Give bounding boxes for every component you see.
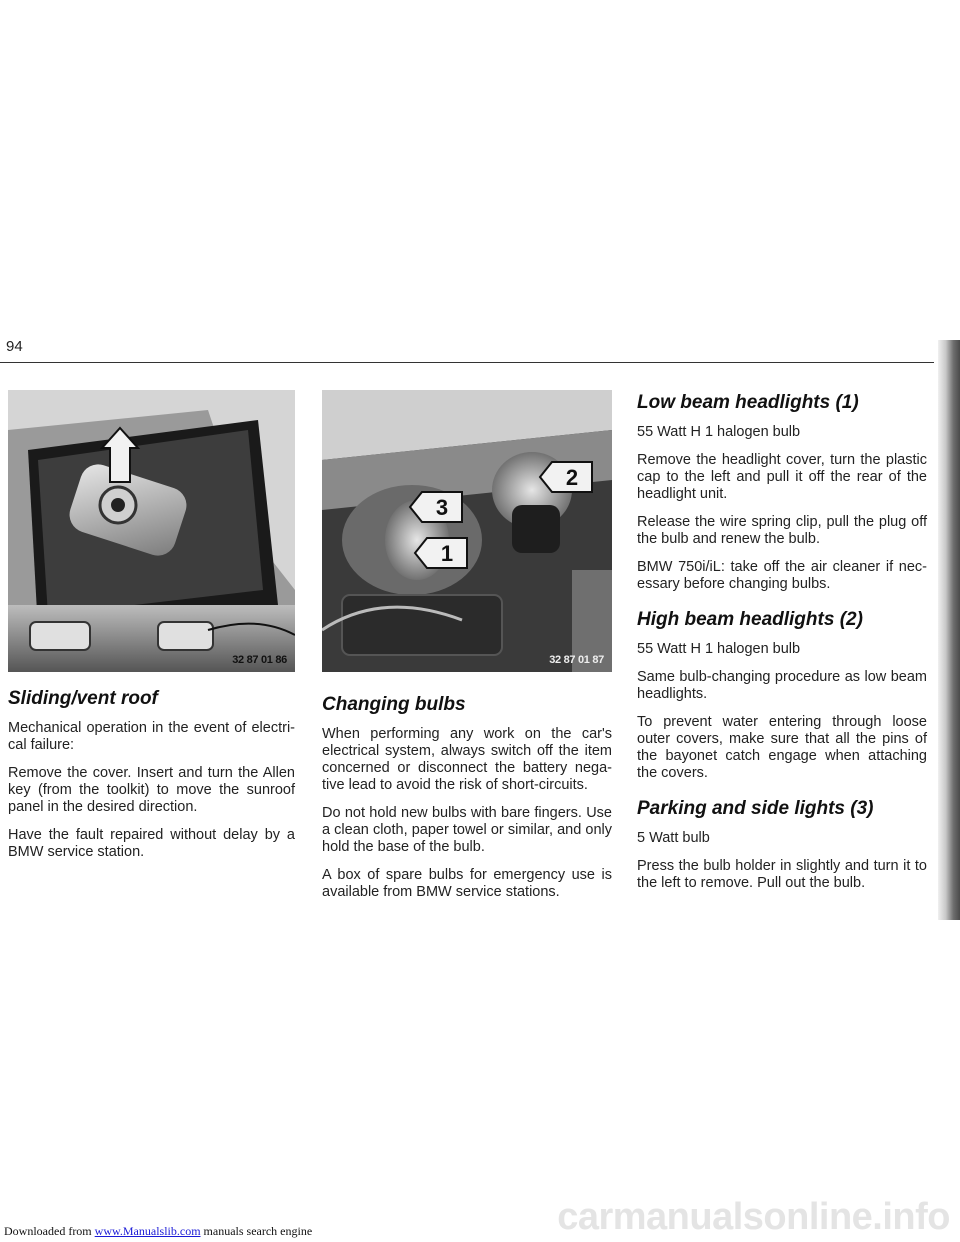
figure-code: 32 87 01 87 <box>549 654 604 666</box>
paragraph: To prevent water entering through loose outer covers, make sure that all the pins of the bayonet catch engage when attaching the covers. <box>637 714 927 781</box>
download-banner <box>4 1224 312 1239</box>
paragraph: A box of spare bulbs for emergency use is available from BMW service stations. <box>322 867 612 900</box>
banner-suffix: manuals search engine <box>200 1224 313 1238</box>
paragraph: When performing any work on the car's electrical system, always switch off the item concerned or disconnect the battery nega-tive lead to avoid the risk of short-circuits. <box>322 726 612 793</box>
changing-bulbs-section <box>322 694 612 912</box>
headlight-figure <box>322 390 612 672</box>
section-title: Low beam headlights (1) <box>637 392 859 413</box>
headlights-column <box>637 392 927 903</box>
page-number: 94 <box>6 338 23 355</box>
manualslib-link[interactable]: www.Manualslib.com <box>94 1224 201 1238</box>
section-title: Sliding/vent roof <box>8 688 158 709</box>
sliding-roof-section <box>8 688 295 872</box>
paragraph: Same bulb-changing procedure as low beam headlights. <box>637 669 927 702</box>
paragraph: Have the fault repaired without delay by a BMW service station. <box>8 827 295 860</box>
callout-1: 1 <box>440 541 454 566</box>
page-edge-tab <box>938 340 960 920</box>
paragraph: BMW 750i/iL: take off the air cleaner if nec-essary before changing bulbs. <box>637 559 927 592</box>
header-rule <box>0 362 934 363</box>
sunroof-figure <box>8 390 295 672</box>
paragraph: Press the bulb holder in slightly and turn it to the left to remove. Pull out the bulb. <box>637 858 927 891</box>
paragraph: Remove the headlight cover, turn the plastic cap to the left and pull it off the rear of the headlight unit. <box>637 452 927 502</box>
paragraph: Release the wire spring clip, pull the plug off the bulb and renew the bulb. <box>637 514 927 547</box>
section-title: Parking and side lights (3) <box>637 798 874 819</box>
paragraph: Mechanical operation in the event of electri-cal failure: <box>8 720 295 753</box>
paragraph: Do not hold new bulbs with bare fingers. Use a clean cloth, paper towel or similar, and only hold the base of the bulb. <box>322 805 612 855</box>
paragraph: 55 Watt H 1 halogen bulb <box>637 424 801 440</box>
sunroof-illustration <box>8 390 295 672</box>
paragraph: 55 Watt H 1 halogen bulb <box>637 641 801 657</box>
callout-2: 2 <box>565 465 579 490</box>
section-title: Changing bulbs <box>322 694 466 715</box>
watermark: carmanualsonline.info <box>557 1196 950 1238</box>
paragraph: Remove the cover. Insert and turn the Allen key (from the toolkit) to move the sunroof panel in the desired direction. <box>8 765 295 815</box>
banner-prefix: Downloaded from <box>4 1224 95 1238</box>
callout-3: 3 <box>435 495 449 520</box>
figure-code: 32 87 01 86 <box>232 654 287 666</box>
section-title: High beam headlights (2) <box>637 609 863 630</box>
paragraph: 5 Watt bulb <box>637 830 710 846</box>
headlight-illustration <box>322 390 612 672</box>
